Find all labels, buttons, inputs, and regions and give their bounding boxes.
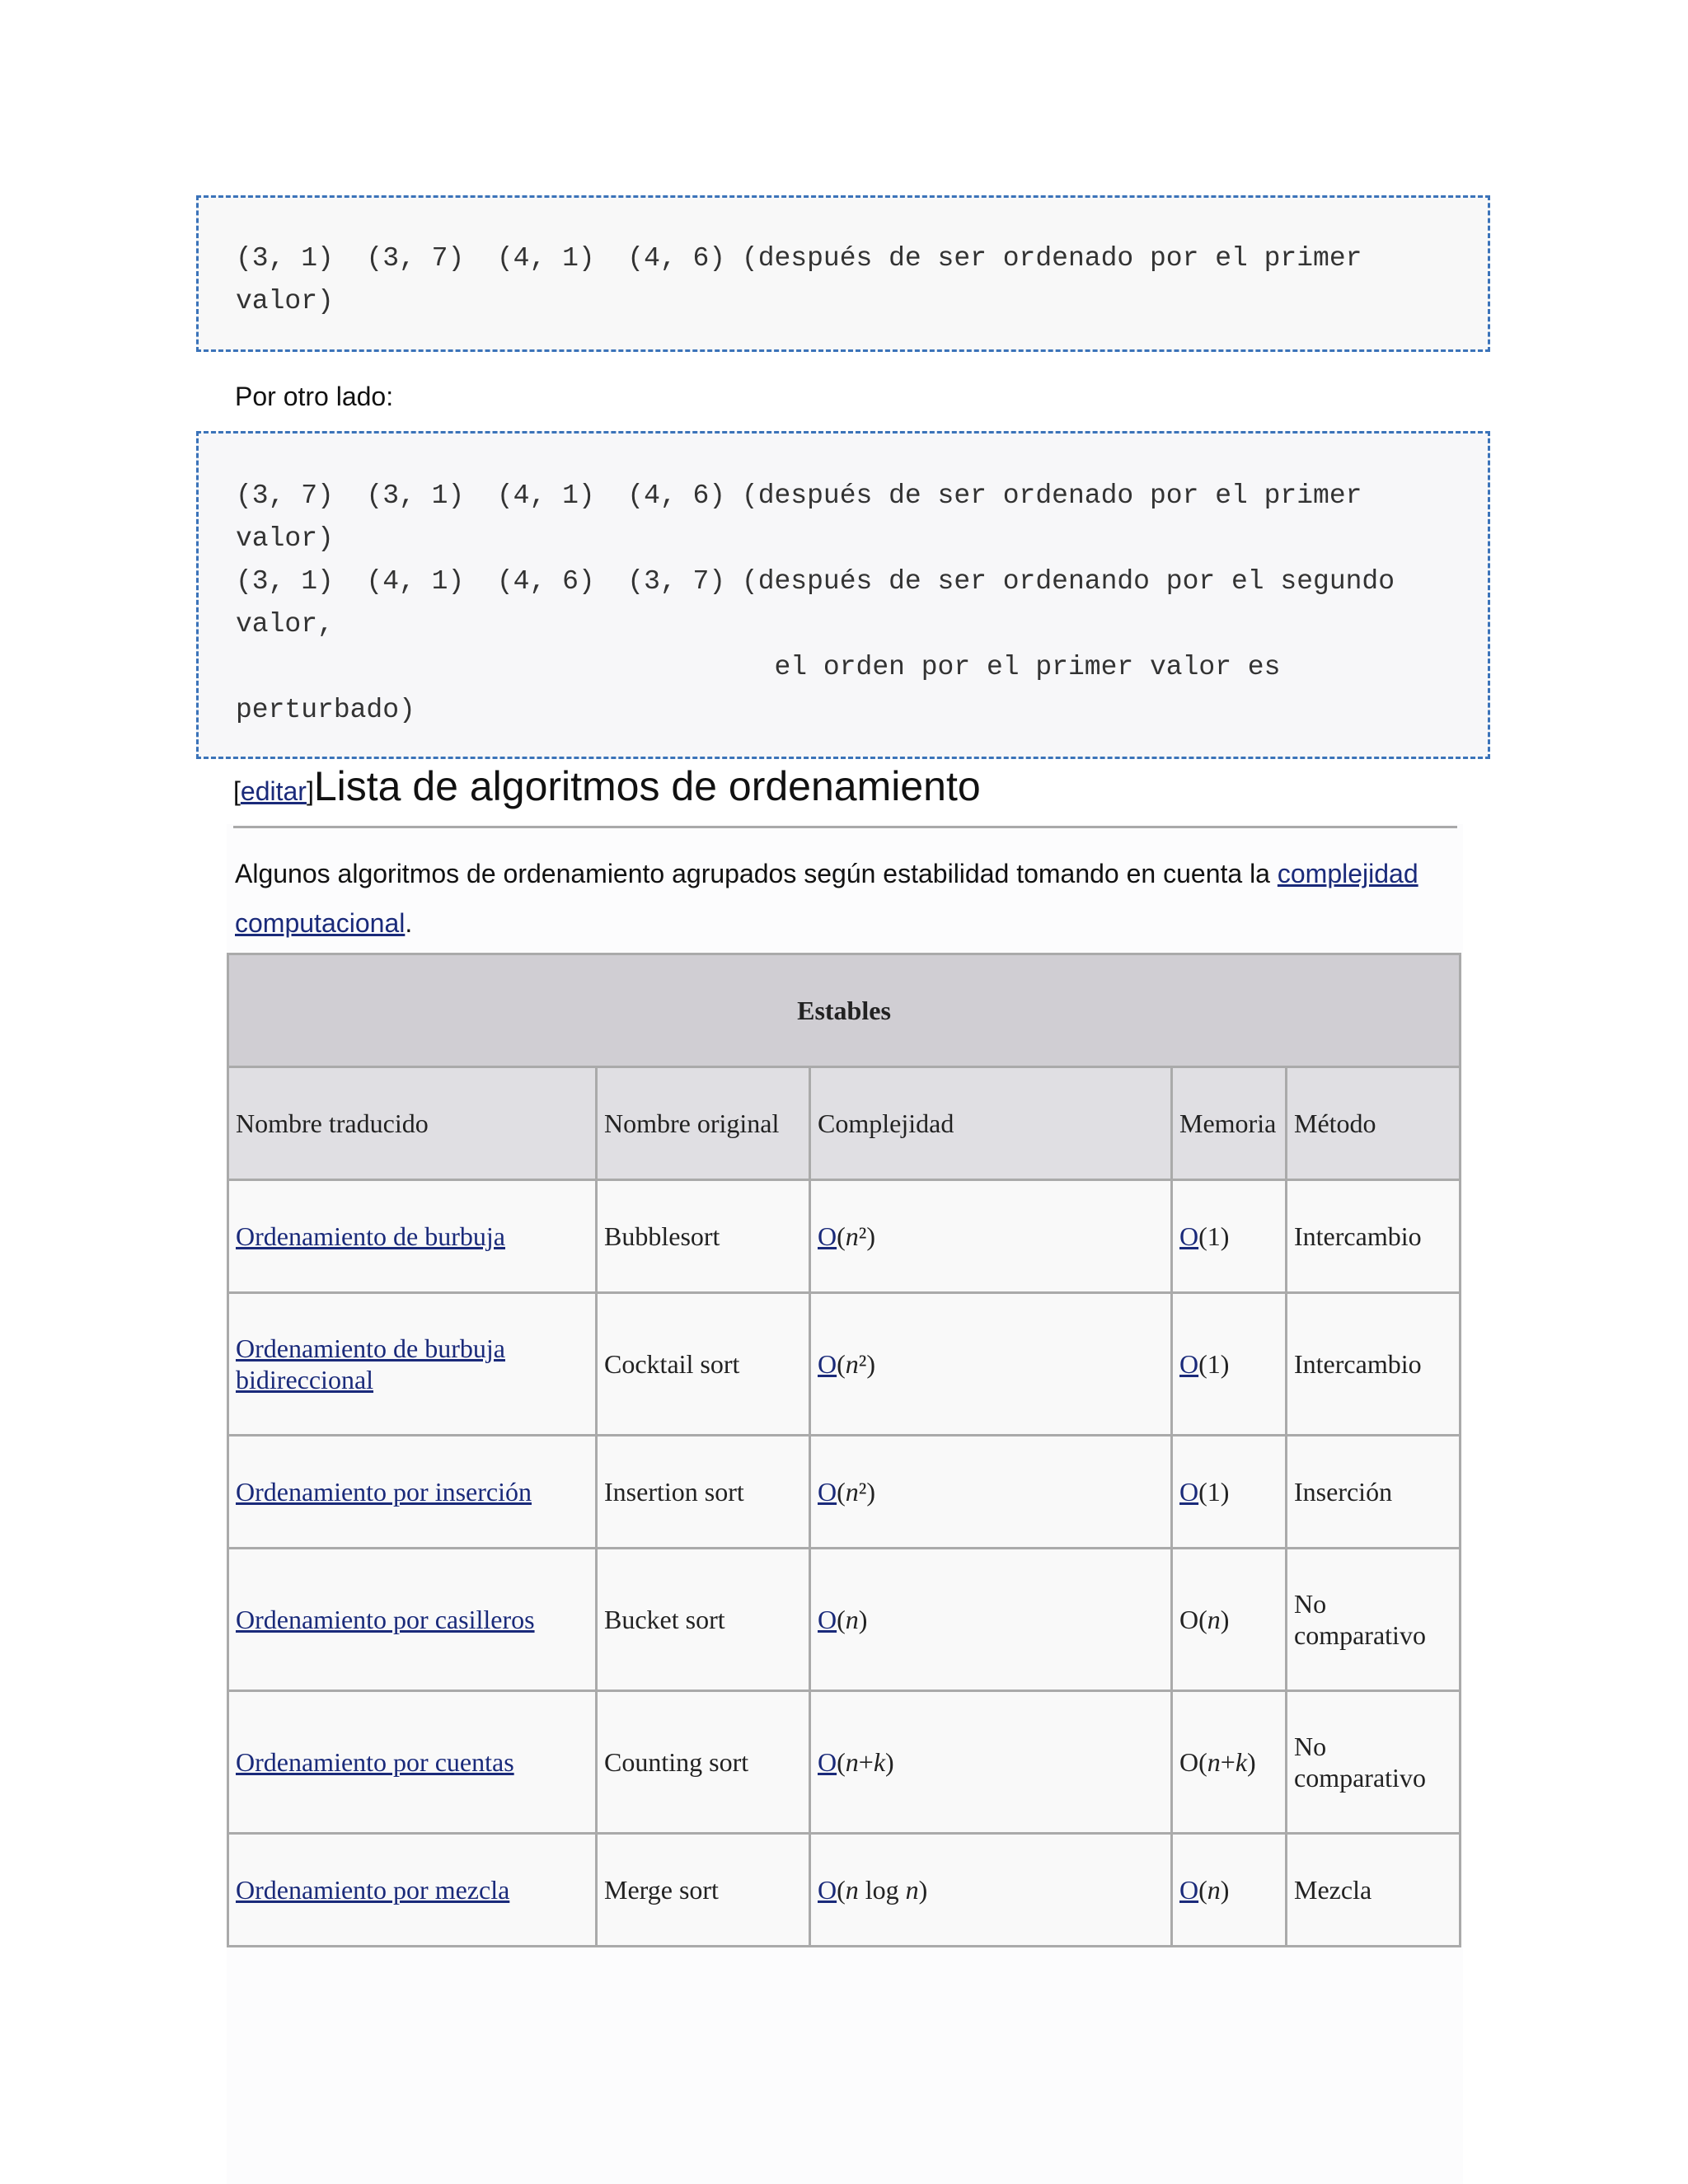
intro-text: Algunos algoritmos de ordenamiento agrupados según estabilidad tomando en cuenta la: [235, 859, 1278, 888]
cell-method: No comparativo: [1287, 1691, 1461, 1834]
cell-memory: [1172, 1180, 1287, 1293]
memory-value: (n+k): [1198, 1747, 1256, 1777]
code-line: (3, 1) (3, 7) (4, 1) (4, 6) (después de ser ordenado por el primer: [236, 243, 1362, 274]
cell-original-name: Bubblesort: [597, 1180, 810, 1293]
cell-translated-name: [228, 1436, 597, 1549]
paragraph-other-side: Por otro lado:: [235, 382, 394, 411]
complexity-value: (n): [837, 1605, 868, 1634]
table-header-row: [228, 1067, 1461, 1180]
code-block-first-sort: [196, 195, 1490, 352]
column-header: Complejidad: [810, 1067, 1172, 1180]
algorithm-link[interactable]: Ordenamiento por mezcla: [236, 1875, 510, 1905]
big-o-link[interactable]: O: [818, 1349, 837, 1379]
big-o-link[interactable]: O: [818, 1875, 837, 1905]
cell-complexity: [810, 1180, 1172, 1293]
complexity-value: (n²): [837, 1221, 876, 1251]
big-o-link[interactable]: O: [1179, 1875, 1199, 1905]
table-row: [228, 1549, 1461, 1691]
complexity-value: (n log n): [837, 1875, 928, 1905]
big-o-link[interactable]: O: [1179, 1477, 1199, 1507]
cell-original-name: Counting sort: [597, 1691, 810, 1834]
memory-value: (n): [1198, 1605, 1230, 1634]
code-line: (3, 7) (3, 1) (4, 1) (4, 6) (después de ser ordenado por el primer: [236, 480, 1362, 511]
cell-translated-name: [228, 1180, 597, 1293]
code-line: el orden por el primer valor es: [236, 652, 1281, 682]
code-line: (3, 1) (4, 1) (4, 6) (3, 7) (después de ser ordenando por el segundo: [236, 566, 1395, 597]
cell-complexity: [810, 1293, 1172, 1436]
big-o-link[interactable]: O: [818, 1747, 837, 1777]
column-header: Nombre original: [597, 1067, 810, 1180]
code-line: valor): [236, 523, 334, 554]
cell-complexity: [810, 1436, 1172, 1549]
cell-memory: [1172, 1549, 1287, 1691]
cell-memory: [1172, 1691, 1287, 1834]
cell-method: No comparativo: [1287, 1549, 1461, 1691]
code-line: valor,: [236, 609, 334, 640]
table-caption: Estables: [228, 954, 1461, 1067]
intro-period: .: [405, 908, 413, 938]
code-block-second-sort: [196, 431, 1490, 759]
cell-original-name: Cocktail sort: [597, 1293, 810, 1436]
algorithm-link[interactable]: Ordenamiento por inserción: [236, 1477, 532, 1507]
big-o-text: O: [1179, 1605, 1199, 1634]
cell-translated-name: [228, 1691, 597, 1834]
table-row: [228, 1293, 1461, 1436]
algorithm-link[interactable]: Ordenamiento por casilleros: [236, 1605, 535, 1634]
algorithm-link[interactable]: Ordenamiento por cuentas: [236, 1747, 514, 1777]
section-heading: [233, 760, 1457, 828]
cell-method: Intercambio: [1287, 1293, 1461, 1436]
column-header: Método: [1287, 1067, 1461, 1180]
cell-complexity: [810, 1834, 1172, 1947]
memory-value: (1): [1198, 1349, 1230, 1379]
complexity-link[interactable]: complejidad computacional: [235, 859, 1418, 938]
code-line: perturbado): [236, 695, 415, 725]
memory-value: (1): [1198, 1477, 1230, 1507]
intro-paragraph: [235, 849, 1447, 948]
code-line: valor): [236, 286, 334, 316]
table-row: [228, 1834, 1461, 1947]
edit-link[interactable]: editar: [240, 776, 307, 806]
column-header: Memoria: [1172, 1067, 1287, 1180]
big-o-link[interactable]: O: [818, 1477, 837, 1507]
cell-translated-name: [228, 1834, 597, 1947]
cell-original-name: Bucket sort: [597, 1549, 810, 1691]
algorithm-link[interactable]: Ordenamiento de burbuja bidireccional: [236, 1333, 505, 1394]
table-row: [228, 1691, 1461, 1834]
edit-bracket-close: ]: [306, 776, 314, 806]
cell-translated-name: [228, 1549, 597, 1691]
cell-method: Inserción: [1287, 1436, 1461, 1549]
cell-original-name: Insertion sort: [597, 1436, 810, 1549]
sorting-algorithms-table: [227, 953, 1461, 1947]
cell-original-name: Merge sort: [597, 1834, 810, 1947]
cell-memory: [1172, 1834, 1287, 1947]
edit-section: [233, 776, 314, 806]
big-o-link[interactable]: O: [1179, 1349, 1199, 1379]
cell-translated-name: [228, 1293, 597, 1436]
cell-method: Intercambio: [1287, 1180, 1461, 1293]
cell-memory: [1172, 1436, 1287, 1549]
cell-complexity: [810, 1549, 1172, 1691]
cell-method: Mezcla: [1287, 1834, 1461, 1947]
memory-value: (1): [1198, 1221, 1230, 1251]
table-row: [228, 1436, 1461, 1549]
big-o-link[interactable]: O: [1179, 1221, 1199, 1251]
big-o-link[interactable]: O: [818, 1221, 837, 1251]
table-row: [228, 1180, 1461, 1293]
complexity-value: (n+k): [837, 1747, 894, 1777]
cell-memory: [1172, 1293, 1287, 1436]
section-title: Lista de algoritmos de ordenamiento: [313, 763, 981, 809]
edit-bracket-open: [: [233, 776, 241, 806]
big-o-link[interactable]: O: [818, 1605, 837, 1634]
complexity-value: (n²): [837, 1349, 876, 1379]
memory-value: (n): [1198, 1875, 1230, 1905]
column-header: Nombre traducido: [228, 1067, 597, 1180]
complexity-value: (n²): [837, 1477, 876, 1507]
big-o-text: O: [1179, 1747, 1199, 1777]
cell-complexity: [810, 1691, 1172, 1834]
algorithm-link[interactable]: Ordenamiento de burbuja: [236, 1221, 505, 1251]
